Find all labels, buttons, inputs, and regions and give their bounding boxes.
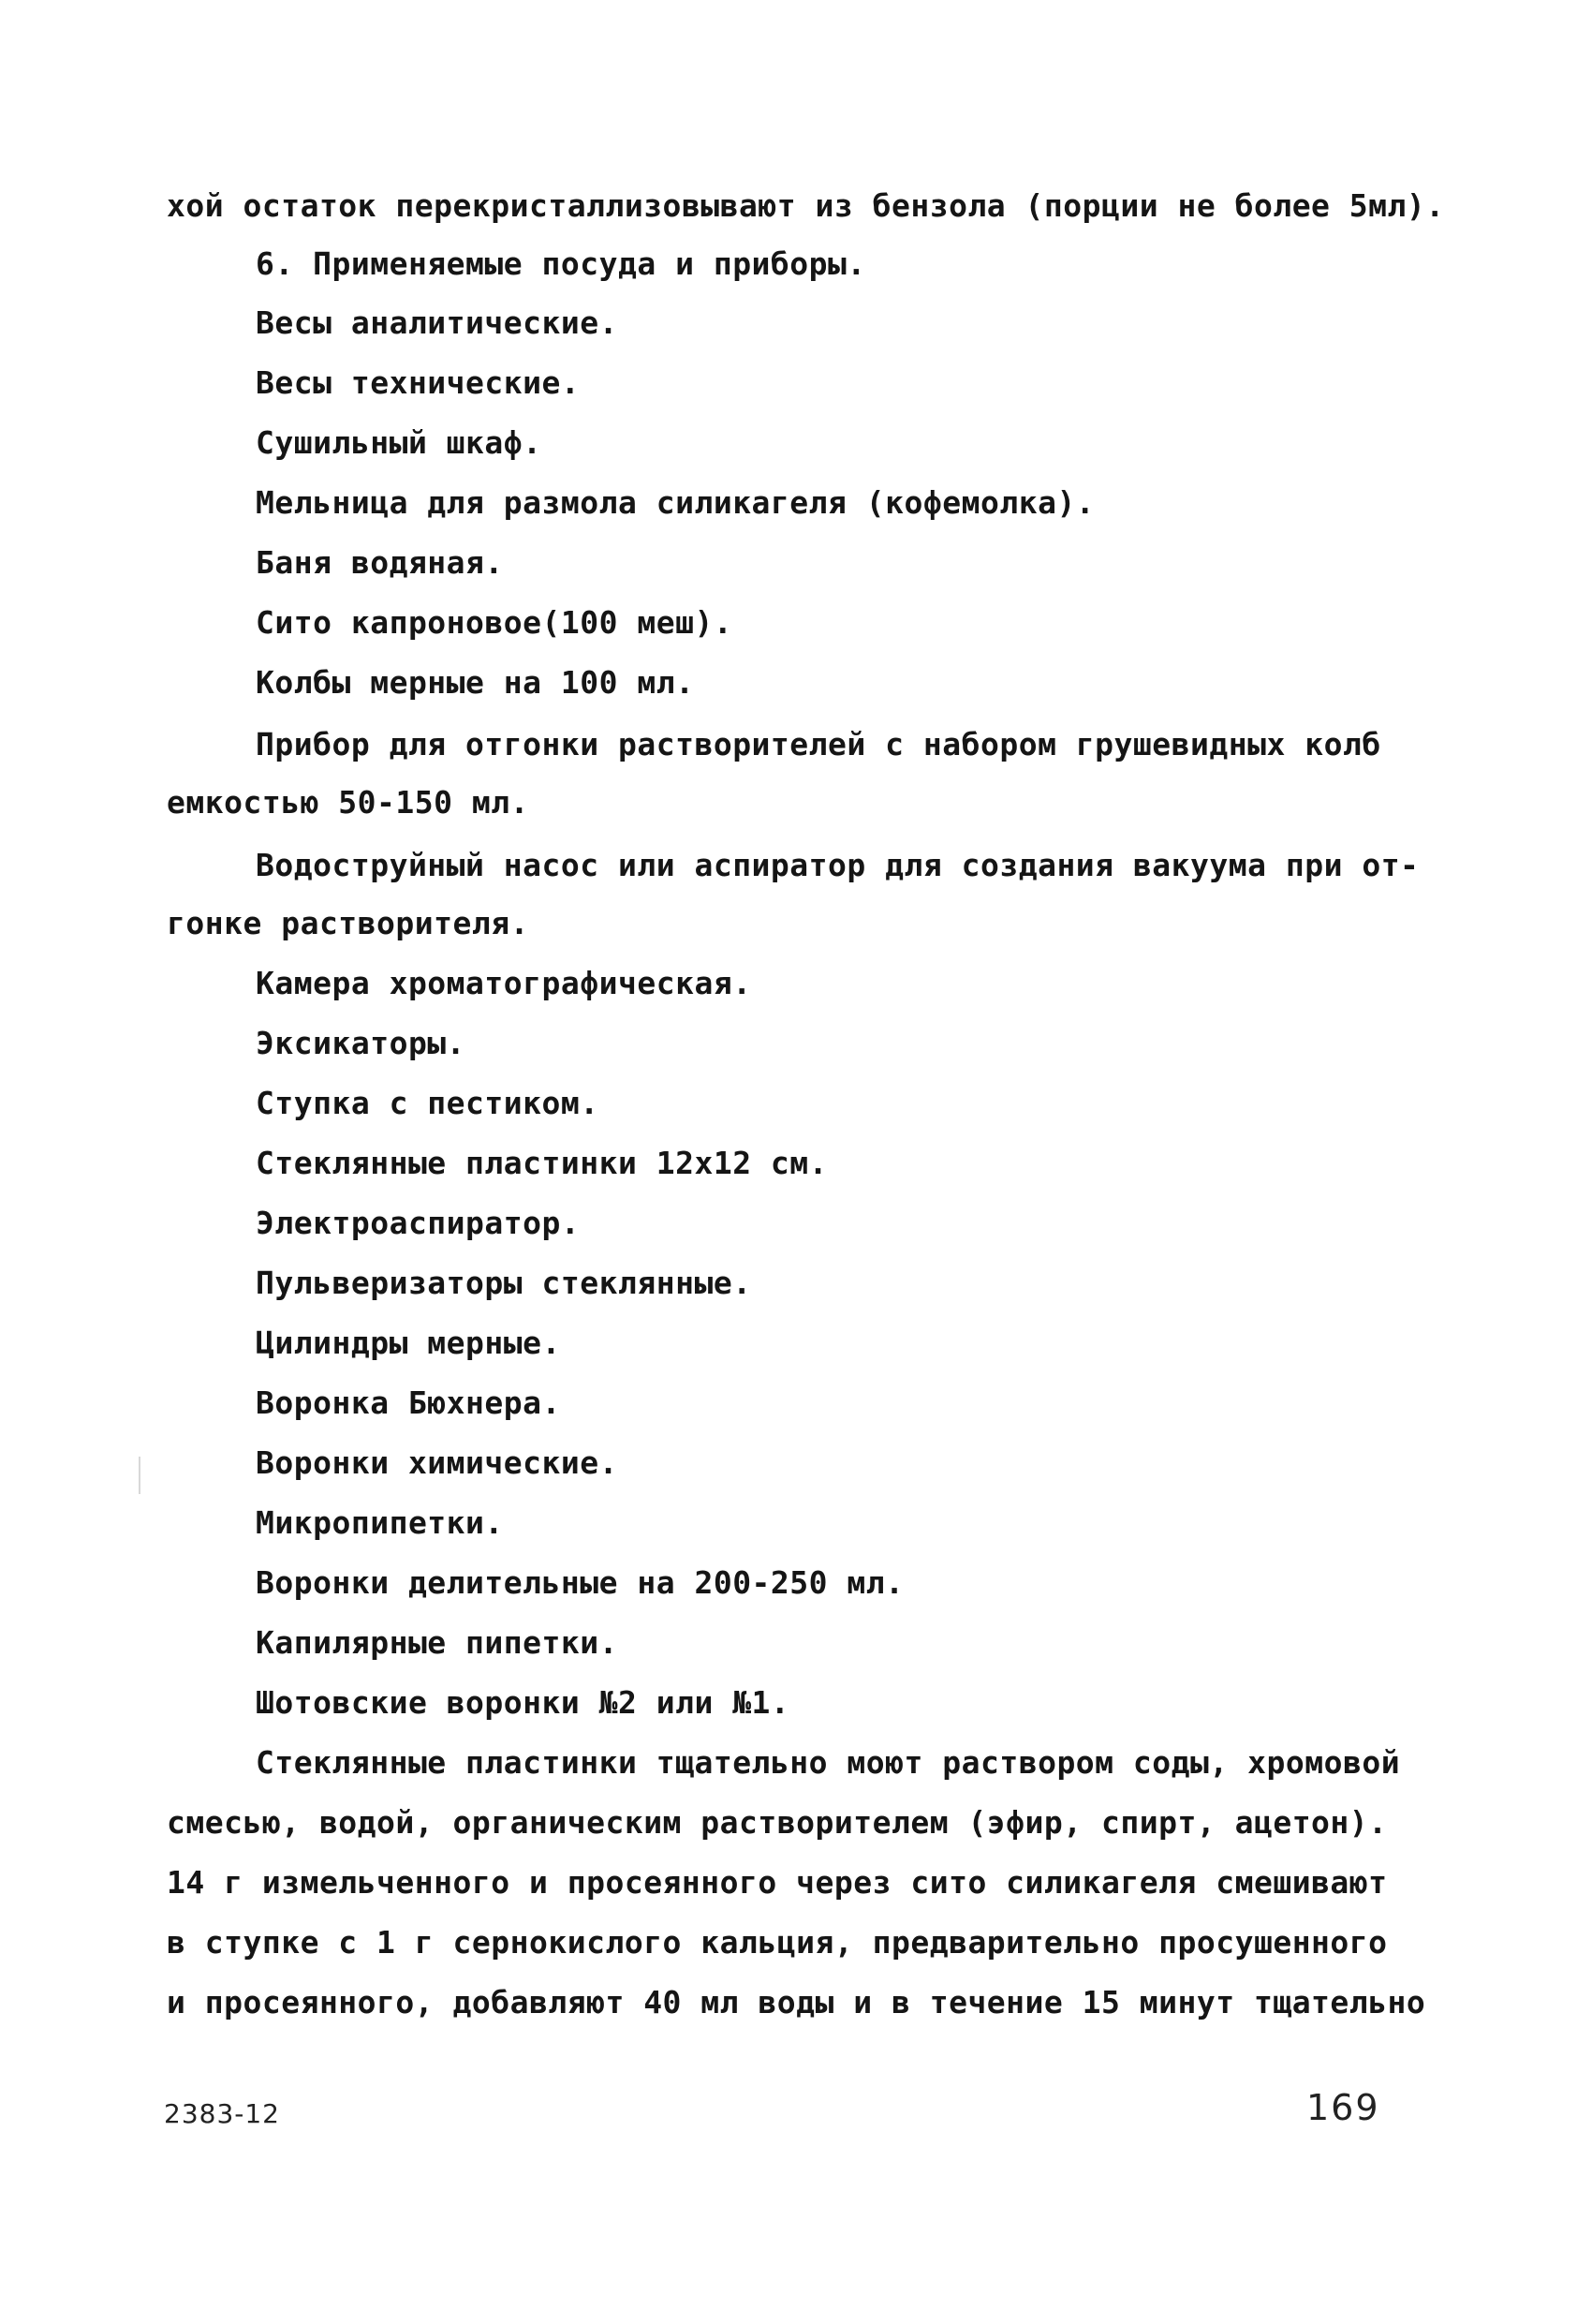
section-heading: 6. Применяемые посуда и приборы.	[256, 245, 866, 282]
list-item: Мельница для размола силикагеля (кофемолка).	[256, 484, 1096, 521]
paragraph-line: Стеклянные пластинки тщательно моют раствором соды, хромовой	[256, 1744, 1401, 1781]
list-item: Воронка Бюхнера.	[256, 1384, 561, 1421]
list-item: Электроаспиратор.	[256, 1205, 581, 1241]
list-item: Колбы мерные на 100 мл.	[256, 664, 695, 701]
list-item: Микропипетки.	[256, 1504, 504, 1541]
list-item: Баня водяная.	[256, 544, 504, 581]
paragraph-line: в ступке с 1 г сернокислого кальция, предварительно просушенного	[167, 1924, 1388, 1961]
paragraph-line: смесью, водой, органическим растворителем (эфир, спирт, ацетон).	[167, 1804, 1388, 1841]
list-item: Камера хроматографическая.	[256, 965, 752, 1001]
list-item: Цилиндры мерные.	[256, 1325, 561, 1361]
paragraph-line: 14 г измельченного и просеянного через сито силикагеля смешивают	[167, 1864, 1388, 1901]
list-item: Сито капроновое(100 меш).	[256, 604, 733, 641]
list-item: Весы аналитические.	[256, 304, 618, 341]
list-item: Водоструйный насос или аспиратор для создания вакуума при от-	[256, 847, 1420, 883]
list-item: Пульверизаторы стеклянные.	[256, 1265, 752, 1301]
list-item-continuation: емкостью 50-150 мл.	[167, 784, 529, 821]
list-item: Шотовские воронки №2 или №1.	[256, 1684, 790, 1721]
page-number: 169	[1306, 2087, 1380, 2128]
list-item: Стеклянные пластинки 12x12 см.	[256, 1145, 829, 1181]
document-code: 2383-12	[164, 2098, 280, 2129]
list-item: Воронки химические.	[256, 1444, 618, 1481]
paragraph-line: и просеянного, добавляют 40 мл воды и в течение 15 минут тщательно	[167, 1984, 1426, 2021]
list-item: Капилярные пипетки.	[256, 1624, 618, 1661]
list-item: Эксикаторы.	[256, 1025, 466, 1061]
list-item: Воронки делительные на 200-250 мл.	[256, 1564, 905, 1601]
margin-mark	[139, 1457, 140, 1494]
list-item: Прибор для отгонки растворителей с набором грушевидных колб	[256, 726, 1381, 762]
list-item: Весы технические.	[256, 364, 581, 401]
list-item: Сушильный шкаф.	[256, 424, 542, 461]
text-line-1: хой остаток перекристаллизовывают из бензола (порции не более 5мл).	[167, 187, 1445, 224]
list-item-continuation: гонке растворителя.	[167, 905, 529, 941]
list-item: Ступка с пестиком.	[256, 1085, 599, 1121]
